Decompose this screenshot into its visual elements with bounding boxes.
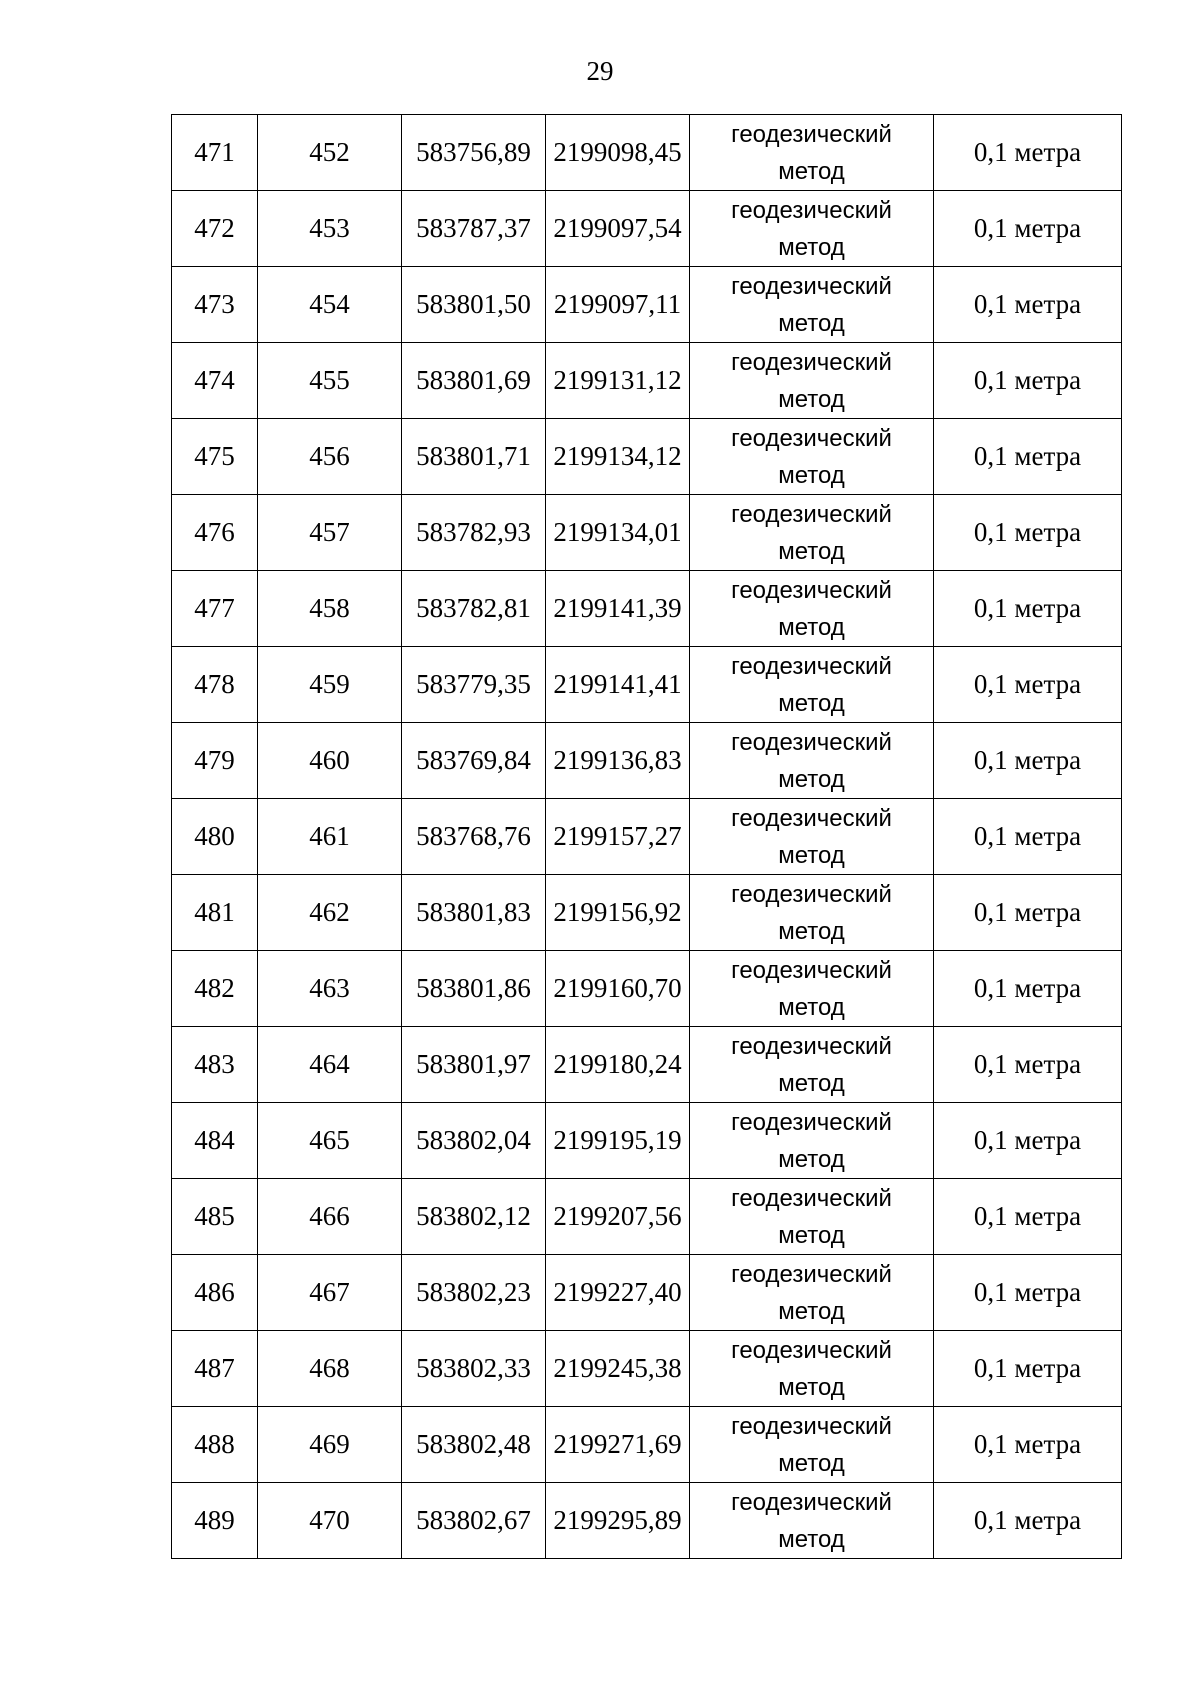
method-line-2: метод [778,1297,845,1325]
method-line-2: метод [778,1145,845,1173]
point-number-cell: 461 [258,799,402,875]
method-line-2: метод [778,1449,845,1477]
accuracy-cell: 0,1 метра [934,1027,1122,1103]
method-line-1: геодезический [731,348,892,376]
table-row [172,799,1122,875]
point-number-cell: 466 [258,1179,402,1255]
table-row [172,115,1122,191]
method-cell [690,723,934,799]
row-number-cell: 482 [172,951,258,1027]
accuracy-cell: 0,1 метра [934,495,1122,571]
y-coordinate-cell: 2199160,70 [546,951,690,1027]
accuracy-cell: 0,1 метра [934,1407,1122,1483]
x-coordinate-cell: 583801,86 [402,951,546,1027]
point-number-cell: 463 [258,951,402,1027]
method-line-2: метод [778,1525,845,1553]
accuracy-cell: 0,1 метра [934,723,1122,799]
table-row [172,191,1122,267]
method-line-2: метод [778,1069,845,1097]
method-line-2: метод [778,1221,845,1249]
row-number-cell: 479 [172,723,258,799]
y-coordinate-cell: 2199271,69 [546,1407,690,1483]
x-coordinate-cell: 583802,33 [402,1331,546,1407]
accuracy-cell: 0,1 метра [934,1255,1122,1331]
row-number-cell: 480 [172,799,258,875]
method-cell [690,191,934,267]
table-row [172,1255,1122,1331]
method-line-1: геодезический [731,424,892,452]
y-coordinate-cell: 2199141,41 [546,647,690,723]
table-row [172,1027,1122,1103]
method-cell [690,1407,934,1483]
row-number-cell: 478 [172,647,258,723]
x-coordinate-cell: 583782,81 [402,571,546,647]
x-coordinate-cell: 583801,97 [402,1027,546,1103]
method-line-2: метод [778,385,845,413]
method-line-1: геодезический [731,1260,892,1288]
y-coordinate-cell: 2199134,01 [546,495,690,571]
method-line-1: геодезический [731,956,892,984]
method-cell [690,799,934,875]
accuracy-cell: 0,1 метра [934,571,1122,647]
y-coordinate-cell: 2199134,12 [546,419,690,495]
table-row [172,571,1122,647]
table-row [172,1179,1122,1255]
method-line-1: геодезический [731,576,892,604]
x-coordinate-cell: 583756,89 [402,115,546,191]
method-line-1: геодезический [731,804,892,832]
method-line-2: метод [778,689,845,717]
x-coordinate-cell: 583802,12 [402,1179,546,1255]
method-line-1: геодезический [731,728,892,756]
accuracy-cell: 0,1 метра [934,1331,1122,1407]
x-coordinate-cell: 583801,69 [402,343,546,419]
method-line-2: метод [778,309,845,337]
point-number-cell: 465 [258,1103,402,1179]
x-coordinate-cell: 583779,35 [402,647,546,723]
method-line-1: геодезический [731,196,892,224]
y-coordinate-cell: 2199098,45 [546,115,690,191]
accuracy-cell: 0,1 метра [934,647,1122,723]
method-cell [690,571,934,647]
accuracy-cell: 0,1 метра [934,191,1122,267]
y-coordinate-cell: 2199156,92 [546,875,690,951]
row-number-cell: 475 [172,419,258,495]
table-row [172,723,1122,799]
row-number-cell: 485 [172,1179,258,1255]
point-number-cell: 452 [258,115,402,191]
x-coordinate-cell: 583802,48 [402,1407,546,1483]
table-row [172,495,1122,571]
y-coordinate-cell: 2199136,83 [546,723,690,799]
point-number-cell: 459 [258,647,402,723]
accuracy-cell: 0,1 метра [934,1179,1122,1255]
table-row [172,1407,1122,1483]
point-number-cell: 468 [258,1331,402,1407]
method-cell [690,1483,934,1559]
method-line-2: метод [778,765,845,793]
point-number-cell: 469 [258,1407,402,1483]
row-number-cell: 476 [172,495,258,571]
x-coordinate-cell: 583801,83 [402,875,546,951]
accuracy-cell: 0,1 метра [934,343,1122,419]
y-coordinate-cell: 2199097,11 [546,267,690,343]
method-line-1: геодезический [731,1108,892,1136]
row-number-cell: 489 [172,1483,258,1559]
row-number-cell: 472 [172,191,258,267]
coordinates-table [171,114,1122,1559]
table-row [172,951,1122,1027]
x-coordinate-cell: 583801,71 [402,419,546,495]
method-line-1: геодезический [731,880,892,908]
y-coordinate-cell: 2199097,54 [546,191,690,267]
y-coordinate-cell: 2199131,12 [546,343,690,419]
y-coordinate-cell: 2199180,24 [546,1027,690,1103]
method-line-1: геодезический [731,500,892,528]
method-line-1: геодезический [731,1184,892,1212]
method-cell [690,875,934,951]
y-coordinate-cell: 2199207,56 [546,1179,690,1255]
x-coordinate-cell: 583801,50 [402,267,546,343]
row-number-cell: 481 [172,875,258,951]
method-line-1: геодезический [731,272,892,300]
method-cell [690,1027,934,1103]
point-number-cell: 456 [258,419,402,495]
point-number-cell: 464 [258,1027,402,1103]
method-line-1: геодезический [731,652,892,680]
accuracy-cell: 0,1 метра [934,1483,1122,1559]
accuracy-cell: 0,1 метра [934,419,1122,495]
method-cell [690,951,934,1027]
x-coordinate-cell: 583768,76 [402,799,546,875]
method-cell [690,1103,934,1179]
table-row [172,343,1122,419]
x-coordinate-cell: 583802,04 [402,1103,546,1179]
method-line-2: метод [778,461,845,489]
x-coordinate-cell: 583787,37 [402,191,546,267]
accuracy-cell: 0,1 метра [934,267,1122,343]
row-number-cell: 486 [172,1255,258,1331]
method-cell [690,1255,934,1331]
row-number-cell: 474 [172,343,258,419]
table-row [172,647,1122,723]
row-number-cell: 487 [172,1331,258,1407]
x-coordinate-cell: 583769,84 [402,723,546,799]
y-coordinate-cell: 2199295,89 [546,1483,690,1559]
point-number-cell: 453 [258,191,402,267]
row-number-cell: 477 [172,571,258,647]
method-line-2: метод [778,613,845,641]
accuracy-cell: 0,1 метра [934,799,1122,875]
method-line-1: геодезический [731,120,892,148]
method-line-2: метод [778,917,845,945]
point-number-cell: 457 [258,495,402,571]
y-coordinate-cell: 2199227,40 [546,1255,690,1331]
method-line-1: геодезический [731,1336,892,1364]
row-number-cell: 483 [172,1027,258,1103]
method-line-1: геодезический [731,1032,892,1060]
table-row [172,1103,1122,1179]
page-number: 29 [586,56,614,86]
method-line-1: геодезический [731,1488,892,1516]
y-coordinate-cell: 2199141,39 [546,571,690,647]
method-cell [690,419,934,495]
method-cell [690,495,934,571]
y-coordinate-cell: 2199245,38 [546,1331,690,1407]
table-row [172,1483,1122,1559]
accuracy-cell: 0,1 метра [934,1103,1122,1179]
row-number-cell: 471 [172,115,258,191]
method-cell [690,647,934,723]
coordinates-table-body [172,115,1122,1559]
table-row [172,875,1122,951]
row-number-cell: 488 [172,1407,258,1483]
method-cell [690,343,934,419]
point-number-cell: 458 [258,571,402,647]
point-number-cell: 467 [258,1255,402,1331]
method-line-2: метод [778,537,845,565]
accuracy-cell: 0,1 метра [934,875,1122,951]
method-line-2: метод [778,1373,845,1401]
point-number-cell: 470 [258,1483,402,1559]
y-coordinate-cell: 2199157,27 [546,799,690,875]
point-number-cell: 454 [258,267,402,343]
row-number-cell: 484 [172,1103,258,1179]
method-line-2: метод [778,993,845,1021]
method-cell [690,115,934,191]
x-coordinate-cell: 583802,67 [402,1483,546,1559]
table-row [172,267,1122,343]
point-number-cell: 462 [258,875,402,951]
y-coordinate-cell: 2199195,19 [546,1103,690,1179]
point-number-cell: 455 [258,343,402,419]
accuracy-cell: 0,1 метра [934,115,1122,191]
method-cell [690,1179,934,1255]
method-line-2: метод [778,233,845,261]
table-row [172,1331,1122,1407]
x-coordinate-cell: 583782,93 [402,495,546,571]
table-row [172,419,1122,495]
method-line-1: геодезический [731,1412,892,1440]
point-number-cell: 460 [258,723,402,799]
accuracy-cell: 0,1 метра [934,951,1122,1027]
method-line-2: метод [778,841,845,869]
x-coordinate-cell: 583802,23 [402,1255,546,1331]
row-number-cell: 473 [172,267,258,343]
method-cell [690,267,934,343]
method-line-2: метод [778,157,845,185]
method-cell [690,1331,934,1407]
